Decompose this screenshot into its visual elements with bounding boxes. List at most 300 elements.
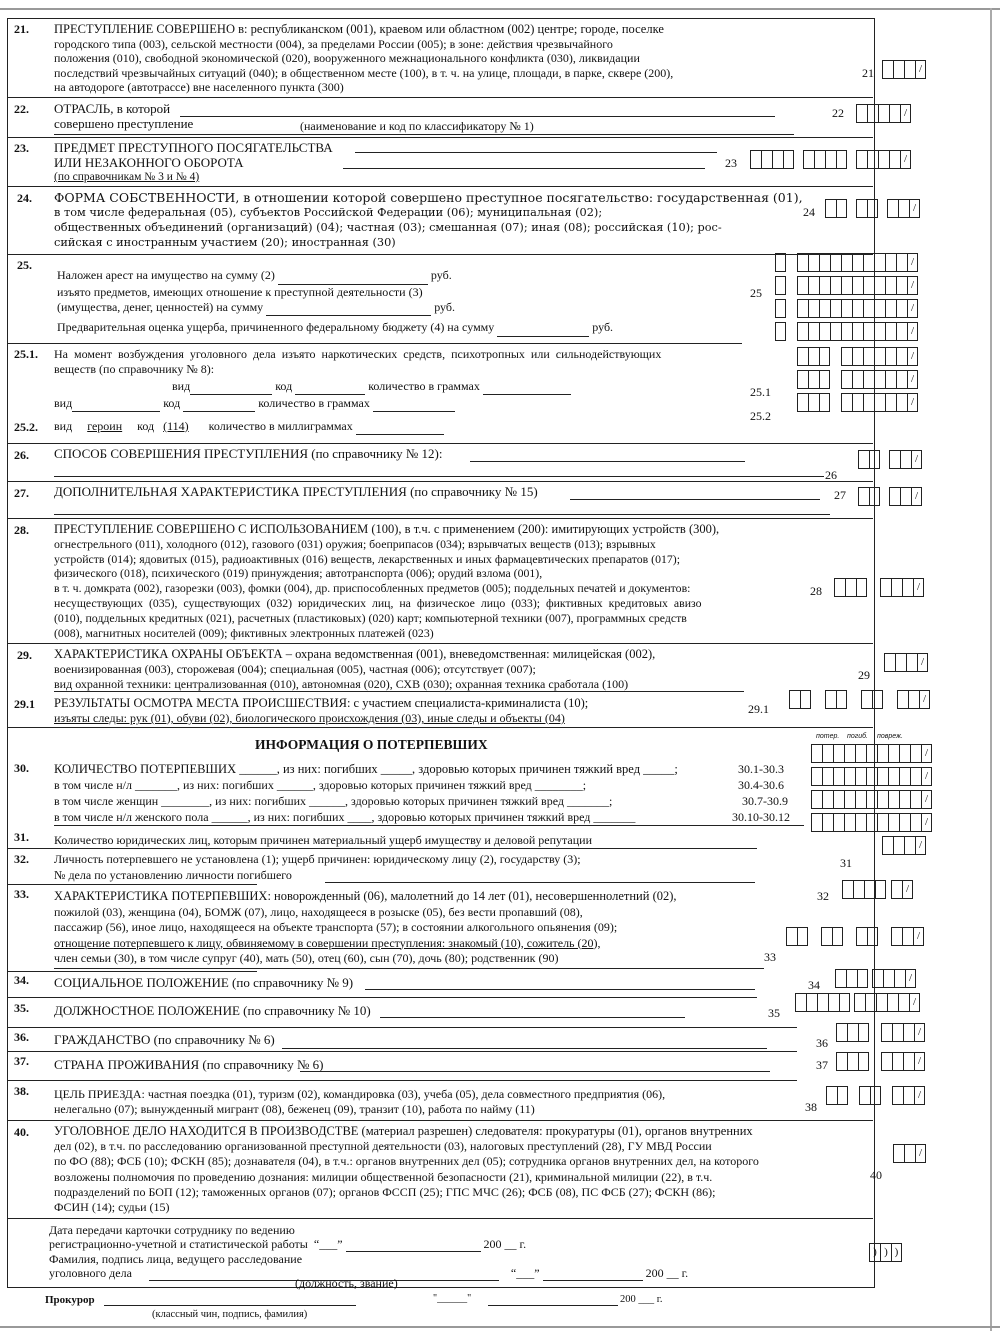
code-cell[interactable] xyxy=(885,299,896,318)
code-cell[interactable] xyxy=(821,927,832,946)
code-cell[interactable] xyxy=(885,276,896,295)
code-cell[interactable] xyxy=(811,744,822,763)
code-cell[interactable] xyxy=(888,790,899,809)
code-cell[interactable] xyxy=(826,1086,837,1105)
drug-code-field[interactable] xyxy=(295,379,365,395)
code-cell[interactable] xyxy=(910,813,921,832)
code-cell[interactable]: / xyxy=(917,653,928,672)
code-cell[interactable] xyxy=(822,790,833,809)
code-cell[interactable] xyxy=(811,767,822,786)
code-cell[interactable]: / xyxy=(921,744,932,763)
section-27-input-line[interactable] xyxy=(54,514,830,515)
code-cell[interactable] xyxy=(846,969,857,988)
code-cell[interactable] xyxy=(865,993,876,1012)
section-27-input-line[interactable] xyxy=(570,499,820,500)
code-cell[interactable] xyxy=(866,790,877,809)
code-cell[interactable]: / xyxy=(902,880,913,899)
section-29-1-code-boxes[interactable] xyxy=(789,690,930,709)
code-cell[interactable] xyxy=(797,322,808,341)
code-cell[interactable] xyxy=(841,276,852,295)
code-cell[interactable] xyxy=(825,199,836,218)
prosecutor-month-field[interactable] xyxy=(488,1305,618,1306)
code-cell[interactable] xyxy=(863,393,874,412)
code-cell[interactable] xyxy=(811,790,822,809)
code-cell[interactable] xyxy=(808,370,819,389)
code-row[interactable] xyxy=(797,299,918,318)
code-cell[interactable] xyxy=(808,253,819,272)
code-cell[interactable] xyxy=(899,744,910,763)
code-cell[interactable] xyxy=(889,487,900,506)
code-row[interactable] xyxy=(797,393,918,412)
code-cell[interactable] xyxy=(896,393,907,412)
code-cell[interactable] xyxy=(833,813,844,832)
code-cell[interactable] xyxy=(855,767,866,786)
code-cell[interactable] xyxy=(884,653,895,672)
code-cell[interactable] xyxy=(844,744,855,763)
code-cell[interactable] xyxy=(876,993,887,1012)
code-cell[interactable] xyxy=(870,1086,881,1105)
code-cell[interactable]: / xyxy=(907,253,918,272)
code-cell[interactable] xyxy=(808,393,819,412)
code-cell[interactable] xyxy=(857,969,868,988)
code-cell[interactable] xyxy=(772,150,783,169)
code-cell[interactable] xyxy=(832,927,843,946)
code-cell[interactable]: / xyxy=(909,199,920,218)
code-cell[interactable] xyxy=(852,393,863,412)
drug-qty-field[interactable] xyxy=(483,379,571,395)
code-cell[interactable] xyxy=(836,1023,847,1042)
code-cell[interactable] xyxy=(904,836,915,855)
code-cell[interactable] xyxy=(830,253,841,272)
code-cell[interactable] xyxy=(899,767,910,786)
code-cell[interactable] xyxy=(789,690,800,709)
section-24-code-boxes[interactable] xyxy=(825,199,920,218)
code-cell[interactable] xyxy=(855,790,866,809)
code-cell[interactable] xyxy=(864,880,875,899)
code-cell[interactable] xyxy=(795,993,806,1012)
code-cell[interactable] xyxy=(874,322,885,341)
code-cell[interactable] xyxy=(877,790,888,809)
code-cell[interactable] xyxy=(891,880,902,899)
code-cell[interactable]: / xyxy=(907,299,918,318)
drug-type-field[interactable] xyxy=(190,379,272,395)
code-cell[interactable] xyxy=(847,1052,858,1071)
code-cell[interactable] xyxy=(877,767,888,786)
code-cell[interactable] xyxy=(867,199,878,218)
code-cell[interactable]: / xyxy=(914,1052,925,1071)
code-cell[interactable]: / xyxy=(913,927,924,946)
section-34-input-line[interactable] xyxy=(365,989,755,990)
code-cell[interactable] xyxy=(830,299,841,318)
code-cell[interactable]: / xyxy=(907,370,918,389)
code-cell[interactable]: / xyxy=(911,450,922,469)
code-cell[interactable] xyxy=(861,690,872,709)
code-cell[interactable]: / xyxy=(914,1086,925,1105)
code-cell[interactable] xyxy=(863,253,874,272)
section-28-code-boxes[interactable] xyxy=(834,578,924,597)
code-cell[interactable] xyxy=(881,1052,892,1071)
case-number-field[interactable] xyxy=(325,882,755,883)
section-35-input-line[interactable] xyxy=(380,1017,685,1018)
code-cell[interactable] xyxy=(893,836,904,855)
code-cell[interactable] xyxy=(897,690,908,709)
section-23-input-line[interactable] xyxy=(355,152,717,153)
code-cell[interactable] xyxy=(874,299,885,318)
code-cell[interactable] xyxy=(888,813,899,832)
code-cell[interactable] xyxy=(877,813,888,832)
stamp-cell[interactable]: ) xyxy=(891,1243,902,1262)
code-cell[interactable] xyxy=(841,393,852,412)
code-cell[interactable] xyxy=(841,253,852,272)
code-cell[interactable] xyxy=(863,322,874,341)
code-cell[interactable] xyxy=(837,1086,848,1105)
code-cell[interactable] xyxy=(869,487,880,506)
code-row[interactable] xyxy=(811,767,932,786)
code-cell[interactable] xyxy=(903,1052,914,1071)
code-cell[interactable] xyxy=(887,199,898,218)
code-cell[interactable] xyxy=(903,1086,914,1105)
code-cell[interactable] xyxy=(896,322,907,341)
code-cell[interactable] xyxy=(863,370,874,389)
code-cell[interactable] xyxy=(866,744,877,763)
code-cell[interactable] xyxy=(775,276,786,295)
code-cell[interactable] xyxy=(852,370,863,389)
code-cell[interactable] xyxy=(895,653,906,672)
code-cell[interactable] xyxy=(819,370,830,389)
drug-code-value[interactable]: (114) xyxy=(163,419,189,433)
code-cell[interactable] xyxy=(898,199,909,218)
code-cell[interactable] xyxy=(797,299,808,318)
code-cell[interactable] xyxy=(853,880,864,899)
code-cell[interactable] xyxy=(844,813,855,832)
seized-amount-field[interactable] xyxy=(266,300,431,316)
code-cell[interactable] xyxy=(819,253,830,272)
code-cell[interactable]: / xyxy=(921,813,932,832)
transfer-month-field[interactable] xyxy=(346,1237,481,1252)
code-cell[interactable] xyxy=(803,150,814,169)
code-cell[interactable] xyxy=(830,276,841,295)
code-cell[interactable] xyxy=(800,690,811,709)
code-cell[interactable] xyxy=(822,767,833,786)
code-cell[interactable] xyxy=(797,253,808,272)
code-row[interactable] xyxy=(797,347,918,366)
section-37-code-boxes[interactable] xyxy=(836,1052,925,1071)
code-cell[interactable] xyxy=(841,322,852,341)
code-cell[interactable] xyxy=(836,199,847,218)
code-cell[interactable] xyxy=(783,150,794,169)
code-cell[interactable] xyxy=(842,880,853,899)
code-cell[interactable] xyxy=(819,322,830,341)
section-29-code-boxes[interactable] xyxy=(884,653,928,672)
code-row[interactable] xyxy=(797,276,918,295)
code-cell[interactable] xyxy=(852,253,863,272)
code-cell[interactable] xyxy=(878,150,889,169)
code-cell[interactable] xyxy=(877,744,888,763)
stamp-cell[interactable]: ) xyxy=(869,1243,880,1262)
code-cell[interactable] xyxy=(892,1086,903,1105)
code-cell[interactable]: / xyxy=(909,993,920,1012)
section-36-code-boxes[interactable] xyxy=(836,1023,925,1042)
code-cell[interactable]: / xyxy=(905,969,916,988)
section-36-input-line[interactable] xyxy=(282,1048,767,1049)
code-cell[interactable] xyxy=(866,767,877,786)
code-cell[interactable] xyxy=(841,347,852,366)
code-cell[interactable] xyxy=(889,450,900,469)
code-cell[interactable] xyxy=(822,744,833,763)
code-cell[interactable] xyxy=(856,104,867,123)
code-row[interactable] xyxy=(775,299,786,318)
code-cell[interactable] xyxy=(891,927,902,946)
code-cell[interactable] xyxy=(872,690,883,709)
code-cell[interactable] xyxy=(869,450,880,469)
prosecutor-day-field[interactable]: "______" xyxy=(433,1293,472,1304)
investigator-month-field[interactable] xyxy=(543,1266,643,1281)
code-cell[interactable] xyxy=(808,276,819,295)
code-cell[interactable] xyxy=(904,60,915,79)
code-cell[interactable] xyxy=(819,393,830,412)
code-cell[interactable] xyxy=(797,370,808,389)
code-cell[interactable] xyxy=(885,322,896,341)
code-cell[interactable] xyxy=(828,993,839,1012)
code-cell[interactable] xyxy=(896,276,907,295)
code-cell[interactable] xyxy=(892,1023,903,1042)
code-cell[interactable] xyxy=(896,370,907,389)
section-23-input-line[interactable] xyxy=(343,168,705,169)
code-cell[interactable] xyxy=(839,993,850,1012)
code-cell[interactable] xyxy=(896,253,907,272)
code-cell[interactable] xyxy=(910,744,921,763)
stamp-boxes[interactable] xyxy=(869,1243,902,1262)
code-cell[interactable] xyxy=(817,993,828,1012)
code-cell[interactable] xyxy=(833,744,844,763)
code-cell[interactable] xyxy=(892,1052,903,1071)
code-cell[interactable]: / xyxy=(907,393,918,412)
code-cell[interactable] xyxy=(750,150,761,169)
code-cell[interactable] xyxy=(899,813,910,832)
code-cell[interactable] xyxy=(822,813,833,832)
code-cell[interactable] xyxy=(896,299,907,318)
code-cell[interactable] xyxy=(858,450,869,469)
code-cell[interactable] xyxy=(775,253,786,272)
section-35-code-boxes[interactable] xyxy=(795,993,920,1012)
code-cell[interactable] xyxy=(903,1023,914,1042)
code-cell[interactable] xyxy=(852,322,863,341)
code-cell[interactable] xyxy=(874,253,885,272)
drug-code-field[interactable] xyxy=(183,396,255,412)
code-cell[interactable] xyxy=(888,744,899,763)
code-cell[interactable]: / xyxy=(915,60,926,79)
code-cell[interactable] xyxy=(885,347,896,366)
code-cell[interactable] xyxy=(882,836,893,855)
code-cell[interactable] xyxy=(854,993,865,1012)
code-cell[interactable] xyxy=(889,150,900,169)
code-cell[interactable] xyxy=(830,322,841,341)
code-cell[interactable] xyxy=(863,276,874,295)
code-cell[interactable] xyxy=(889,104,900,123)
drug-qty-field[interactable] xyxy=(373,396,455,412)
code-cell[interactable]: / xyxy=(915,1144,926,1163)
code-cell[interactable] xyxy=(797,347,808,366)
code-cell[interactable] xyxy=(852,299,863,318)
section-26-input-line[interactable] xyxy=(54,476,824,477)
code-cell[interactable] xyxy=(786,927,797,946)
code-cell[interactable] xyxy=(858,487,869,506)
code-cell[interactable] xyxy=(867,150,878,169)
code-cell[interactable] xyxy=(833,767,844,786)
code-cell[interactable] xyxy=(875,880,886,899)
code-cell[interactable]: / xyxy=(907,347,918,366)
code-cell[interactable] xyxy=(900,450,911,469)
code-cell[interactable] xyxy=(891,578,902,597)
code-cell[interactable] xyxy=(845,578,856,597)
code-cell[interactable] xyxy=(855,813,866,832)
code-cell[interactable] xyxy=(883,969,894,988)
code-cell[interactable]: / xyxy=(911,487,922,506)
code-cell[interactable] xyxy=(858,1052,869,1071)
code-cell[interactable] xyxy=(775,299,786,318)
code-row[interactable] xyxy=(797,370,918,389)
code-cell[interactable] xyxy=(775,322,786,341)
code-cell[interactable] xyxy=(910,767,921,786)
code-cell[interactable]: / xyxy=(900,150,911,169)
code-cell[interactable] xyxy=(885,393,896,412)
code-row[interactable] xyxy=(797,253,918,272)
code-cell[interactable] xyxy=(856,199,867,218)
code-cell[interactable] xyxy=(856,578,867,597)
drug-type-value[interactable]: героин xyxy=(87,419,123,433)
code-cell[interactable] xyxy=(808,299,819,318)
code-cell[interactable] xyxy=(902,927,913,946)
code-cell[interactable] xyxy=(888,767,899,786)
section-34-code-boxes[interactable] xyxy=(835,969,916,988)
code-cell[interactable] xyxy=(836,690,847,709)
code-cell[interactable]: / xyxy=(913,578,924,597)
drug-mg-field[interactable] xyxy=(356,419,444,435)
code-cell[interactable]: / xyxy=(919,690,930,709)
section-22-code-boxes[interactable] xyxy=(856,104,911,123)
code-cell[interactable] xyxy=(814,150,825,169)
code-cell[interactable]: / xyxy=(914,1023,925,1042)
code-row[interactable] xyxy=(775,253,786,272)
code-cell[interactable] xyxy=(806,993,817,1012)
code-cell[interactable]: / xyxy=(915,836,926,855)
code-cell[interactable] xyxy=(836,150,847,169)
code-cell[interactable] xyxy=(893,1144,904,1163)
code-cell[interactable]: / xyxy=(921,790,932,809)
code-cell[interactable] xyxy=(872,969,883,988)
code-cell[interactable] xyxy=(867,104,878,123)
code-cell[interactable] xyxy=(819,347,830,366)
code-cell[interactable] xyxy=(896,347,907,366)
code-row[interactable] xyxy=(775,276,786,295)
section-27-code-boxes[interactable] xyxy=(858,487,922,506)
code-cell[interactable] xyxy=(874,347,885,366)
code-cell[interactable] xyxy=(841,299,852,318)
code-cell[interactable] xyxy=(880,578,891,597)
code-cell[interactable] xyxy=(899,790,910,809)
code-cell[interactable] xyxy=(834,578,845,597)
code-cell[interactable] xyxy=(797,393,808,412)
code-cell[interactable] xyxy=(852,347,863,366)
code-cell[interactable]: / xyxy=(921,767,932,786)
code-cell[interactable] xyxy=(900,487,911,506)
section-26-code-boxes[interactable] xyxy=(858,450,922,469)
code-row[interactable] xyxy=(811,744,932,763)
code-cell[interactable]: / xyxy=(900,104,911,123)
code-cell[interactable] xyxy=(887,993,898,1012)
code-cell[interactable] xyxy=(761,150,772,169)
code-cell[interactable] xyxy=(844,790,855,809)
code-row[interactable] xyxy=(775,322,786,341)
code-cell[interactable] xyxy=(808,347,819,366)
code-cell[interactable] xyxy=(902,578,913,597)
section-38-code-boxes[interactable] xyxy=(826,1086,925,1105)
code-cell[interactable] xyxy=(863,347,874,366)
code-cell[interactable] xyxy=(906,653,917,672)
code-cell[interactable]: / xyxy=(907,276,918,295)
stamp-cell[interactable]: ) xyxy=(880,1243,891,1262)
code-cell[interactable] xyxy=(894,969,905,988)
code-cell[interactable] xyxy=(833,790,844,809)
prosecutor-signature-field[interactable] xyxy=(104,1305,356,1306)
section-37-input-line[interactable] xyxy=(300,1071,770,1072)
code-cell[interactable] xyxy=(863,299,874,318)
code-cell[interactable] xyxy=(811,813,822,832)
code-cell[interactable] xyxy=(847,1023,858,1042)
code-cell[interactable] xyxy=(797,927,808,946)
code-cell[interactable] xyxy=(893,60,904,79)
code-cell[interactable] xyxy=(835,969,846,988)
section-22-input-line[interactable] xyxy=(180,116,775,117)
damage-amount-field[interactable] xyxy=(497,319,589,337)
code-cell[interactable] xyxy=(904,1144,915,1163)
code-row[interactable] xyxy=(797,322,918,341)
code-cell[interactable] xyxy=(910,790,921,809)
code-cell[interactable] xyxy=(898,993,909,1012)
code-cell[interactable] xyxy=(858,1023,869,1042)
code-cell[interactable] xyxy=(844,767,855,786)
code-cell[interactable] xyxy=(836,1052,847,1071)
code-cell[interactable] xyxy=(825,150,836,169)
code-cell[interactable] xyxy=(878,104,889,123)
code-row[interactable] xyxy=(811,813,932,832)
code-cell[interactable] xyxy=(885,253,896,272)
transfer-day-field[interactable]: “___” xyxy=(313,1237,343,1251)
code-cell[interactable] xyxy=(866,813,877,832)
section-21-code-boxes[interactable] xyxy=(882,60,926,79)
code-cell[interactable] xyxy=(841,370,852,389)
code-cell[interactable] xyxy=(819,299,830,318)
drug-type-field[interactable] xyxy=(72,396,160,412)
code-cell[interactable] xyxy=(819,276,830,295)
code-row[interactable] xyxy=(811,790,932,809)
code-cell[interactable] xyxy=(874,276,885,295)
section-40-code-boxes[interactable] xyxy=(893,1144,926,1163)
code-cell[interactable] xyxy=(825,690,836,709)
section-23-code-boxes[interactable] xyxy=(750,150,911,169)
investigator-day-field[interactable]: “___” xyxy=(510,1266,540,1280)
code-cell[interactable] xyxy=(874,370,885,389)
code-cell[interactable] xyxy=(882,60,893,79)
arrest-amount-field[interactable] xyxy=(278,267,428,285)
code-cell[interactable] xyxy=(885,370,896,389)
code-cell[interactable] xyxy=(856,150,867,169)
code-cell[interactable] xyxy=(852,276,863,295)
code-cell[interactable] xyxy=(797,276,808,295)
code-cell[interactable] xyxy=(908,690,919,709)
code-row[interactable] xyxy=(882,836,926,855)
code-cell[interactable]: / xyxy=(907,322,918,341)
